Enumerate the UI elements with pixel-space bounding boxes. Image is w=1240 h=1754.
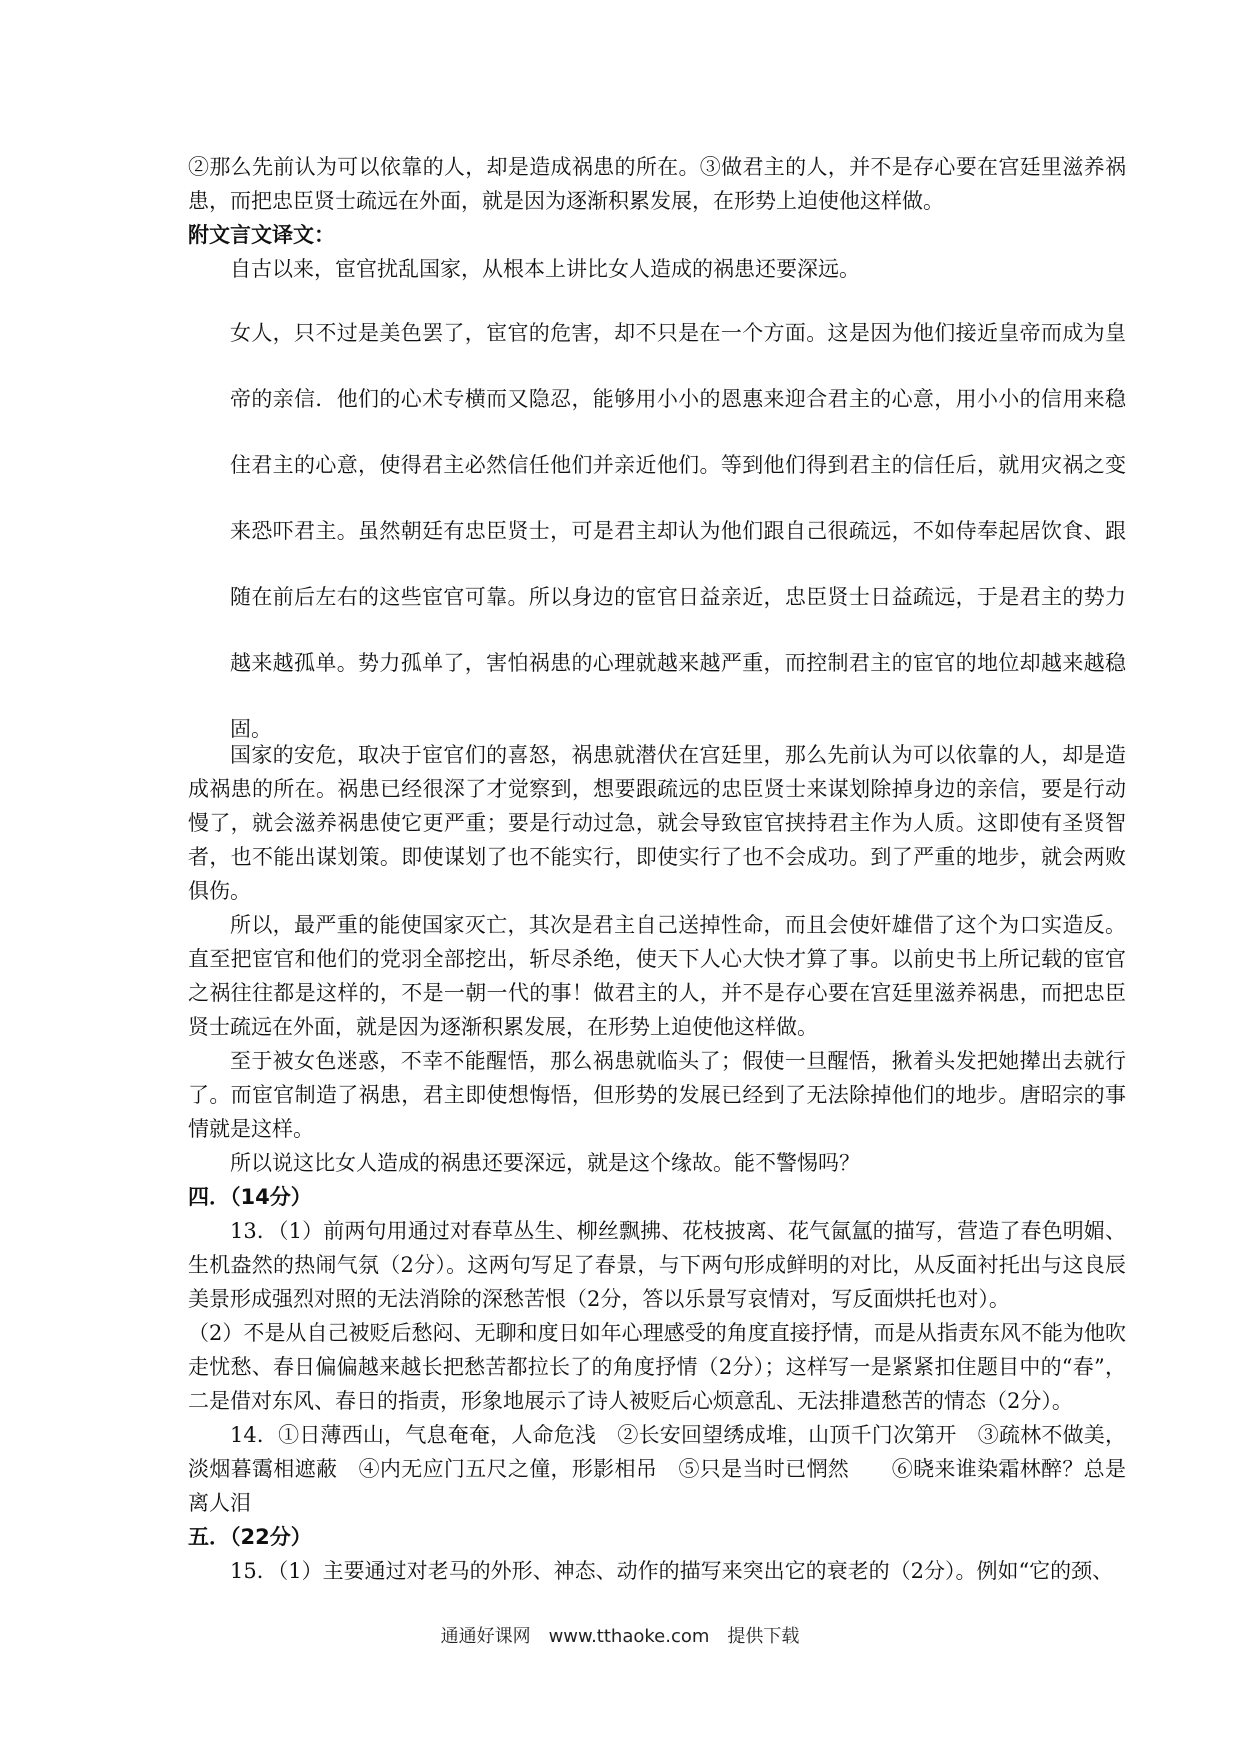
paragraph-continuation: ②那么先前认为可以依靠的人，却是造成祸患的所在。③做君主的人，并不是存心要在宫廷里滋养祸患，而把忠臣贤士疏远在外面，就是因为逐渐积累发展，在形势上迫使他这样做。: [188, 155, 1126, 213]
wide-spaced-paragraph: [230, 300, 1126, 762]
answer-13-part1: 13．（1）前两句用通过对春草丛生、柳丝飘拂、花枝披离、花气氤氲的描写，营造了春色明媚、生机盎然的热闹气氛（2分）。这两句写足了春景，与下两句形成鲜明的对比，从反面衬托出与这良辰美景形成强烈对照的无法消除的深愁苦恨（2分，答以乐景写哀情对，写反面烘托也对）。: [188, 1219, 1126, 1311]
translation-intro: 自古以来，宦官扰乱国家，从根本上讲比女人造成的祸患还要深远。: [230, 257, 860, 281]
answer-13-part2: （2）不是从自己被贬后愁闷、无聊和度日如年心理感受的角度直接抒情，而是从指责东风不能为他吹走忧愁、春日偏偏越来越长把愁苦都拉长了的角度抒情（2分）；这样写一是紧紧扣住题目中的“春”，二是借对东风、春日的指责，形象地展示了诗人被贬后心烦意乱、无法排遣愁苦的情态（2分）。: [188, 1321, 1126, 1413]
translation-paragraph-worst: 所以，最严重的能使国家灭亡，其次是君主自己送掉性命，而且会使奸雄借了这个为口实造反。直至把宦官和他们的党羽全部挖出，斩尽杀绝，使天下人心大快才算了事。以前史书上所记载的宦官之祸往往都是这样的，不是一朝一代的事！做君主的人，并不是存心要在宫廷里滋养祸患，而把忠臣贤士疏远在外面，就是因为逐渐积累发展，在形势上迫使他这样做。: [188, 913, 1126, 1039]
footer-download-note: 通通好课网 www.tthaoke.com 提供下载: [440, 1626, 800, 1647]
section-five-heading: 五．（22分）: [188, 1525, 312, 1549]
translation-paragraph-safety: 国家的安危，取决于宦官们的喜怒，祸患就潜伏在宫廷里，那么先前认为可以依靠的人，却是造成祸患的所在。祸患已经很深了才觉察到，想要跟疏远的忠臣贤士来谋划除掉身边的亲信，要是行动慢了，就会滋养祸患使它更严重；要是行动过急，就会导致宦官挟持君主作为人质。这即使有圣贤智者，也不能出谋划策。即使谋划了也不能实行，即使实行了也不会成功。到了严重的地步，就会两败俱伤。: [188, 743, 1126, 903]
translation-paragraph-women-compare: 至于被女色迷惑，不幸不能醒悟，那么祸患就临头了；假使一旦醒悟，揪着头发把她撵出去就行了。而宦官制造了祸患，君主即使想悔悟，但形势的发展已经到了无法除掉他们的地步。唐昭宗的事情就是这样。: [188, 1049, 1126, 1141]
translation-paragraph-women: 女人，只不过是美色罢了，宦官的危害，却不只是在一个方面。这是因为他们接近皇帝而成为皇帝的亲信．他们的心术专横而又隐忍，能够用小小的恩惠来迎合君主的心意，用小小的信用来稳住君主的心意，使得君主必然信任他们并亲近他们。等到他们得到君主的信任后，就用灾祸之变来恐吓君主。虽然朝廷有忠臣贤士，可是君主却认为他们跟自己很疏远，不如侍奉起居饮食、跟随在前后左右的这些宦官可靠。所以身边的宦官日益亲近，忠臣贤士日益疏远，于是君主的势力越来越孤单。势力孤单了，害怕祸患的心理就越来越严重，而控制君主的宦官的地位却越来越稳固。: [230, 321, 1126, 741]
answer-15: 15．（1）主要通过对老马的外形、神态、动作的描写来突出它的衰老的（2分）。例如“它的颈、: [230, 1559, 1114, 1583]
top-section: [188, 150, 1126, 286]
translation-paragraph-conclusion: 所以说这比女人造成的祸患还要深远，就是这个缘故。能不警惕吗？: [230, 1151, 860, 1175]
translation-heading: 附文言文译文：: [188, 223, 335, 247]
answer-14: 14．①日薄西山，气息奄奄，人命危浅 ②长安回望绣成堆，山顶千门次第开 ③疏林不做美，淡烟暮霭相遮蔽 ④内无应门五尺之僮，形影相吊 ⑤只是当时已惘然 ⑥晓来谁染霜林醉？总是离人泪: [188, 1423, 1126, 1515]
section-four-heading: 四．（14分）: [188, 1185, 312, 1209]
translation-section: [188, 738, 1126, 1588]
